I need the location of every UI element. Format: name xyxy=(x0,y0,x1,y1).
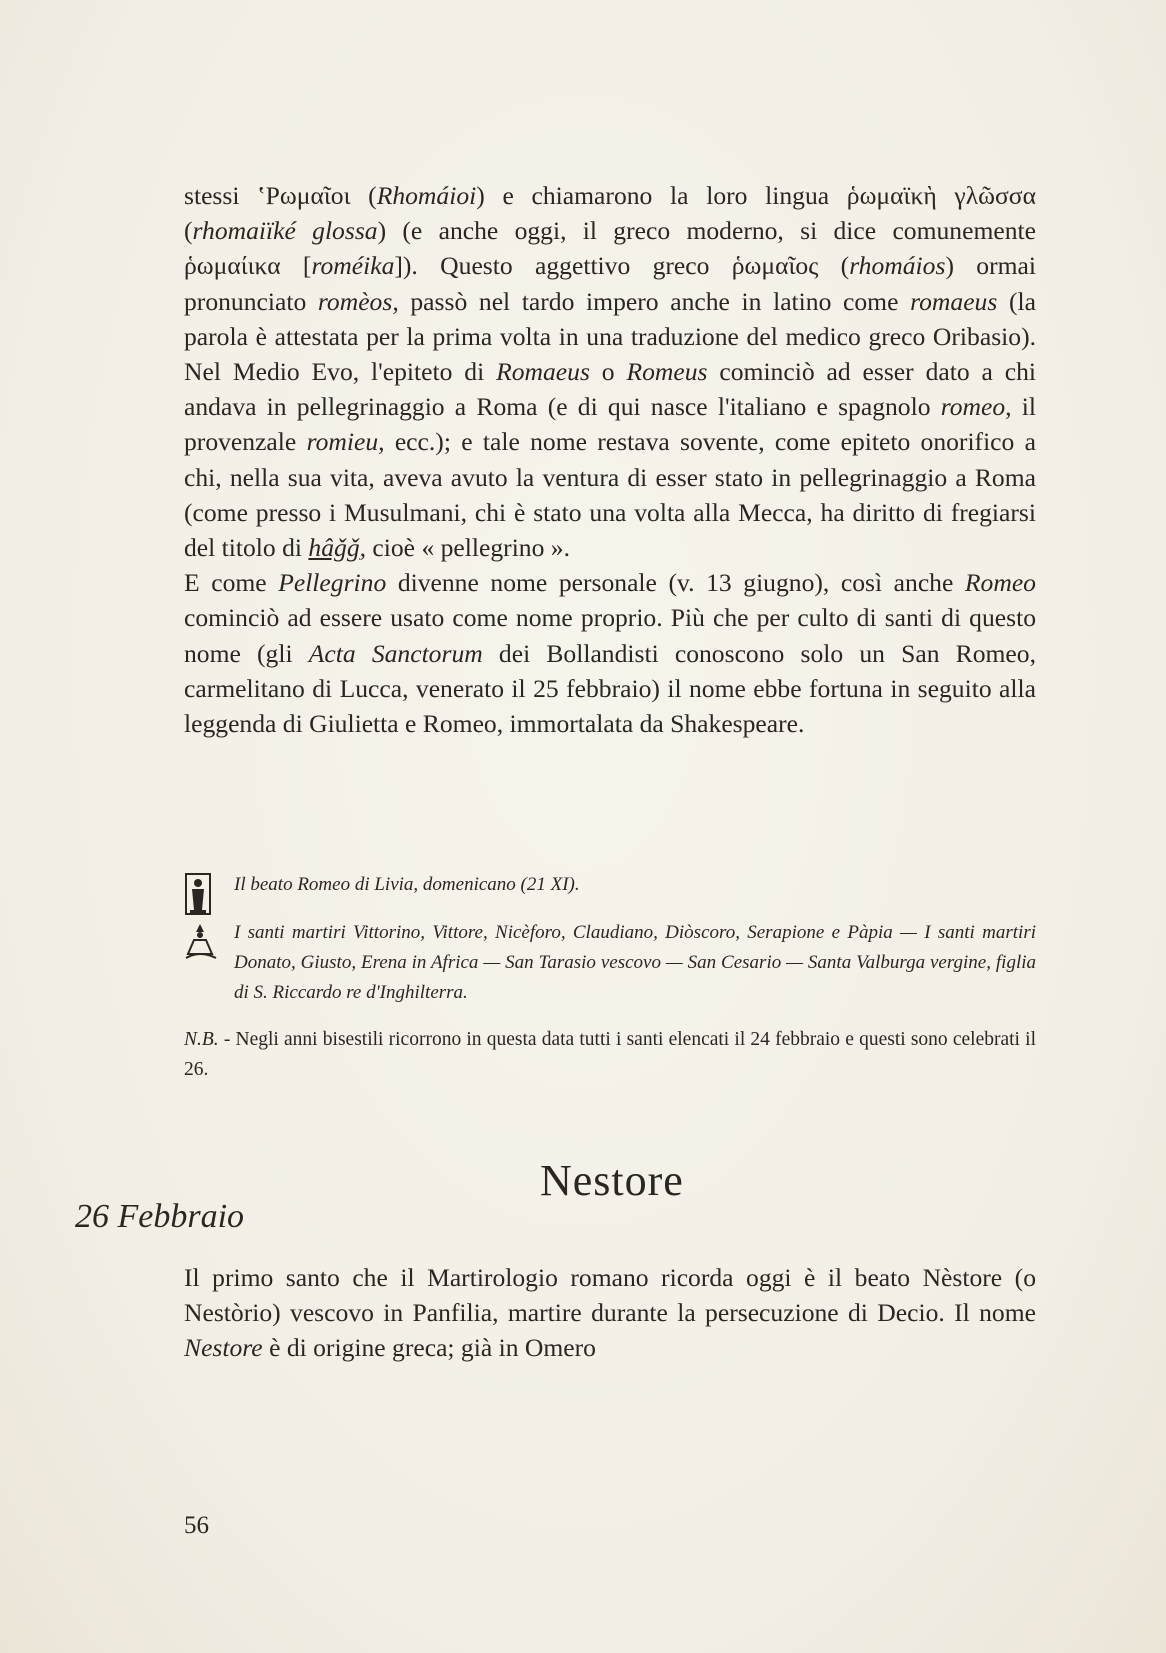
blessed-text: Il beato Romeo di Livia, domenicano (21 XI). xyxy=(234,874,580,895)
paragraph-etymology: stessi ʽΡωμαῖοι (Rhomáioi) e chiamarono la loro lingua ῥωμαϊκὴ γλῶσσα (rhomaiïké glossa) (e anche oggi, il greco moderno, si dice comunemente ῥωμαίικα [roméika]). Questo aggettivo greco ῥωμαῖος (rhomáios) ormai pronunciato romèos, passò nel tardo impero anche in latino come romaeus (la parola è attestata per la prima volta in una traduzione del medico greco Oribasio). Nel Medio Evo, l'epiteto di Romaeus o Romeus cominciò ad esser dato a chi andava in pellegrinaggio a Roma (e di qui nasce l'italiano e spagnolo romeo, il provenzale romieu, ecc.); e tale nome restava sovente, come epiteto onorifico a chi, nella sua vita, aveva avuto la ventura di esser stato in pellegrinaggio a Roma (come presso i Musulmani, chi è stato una volta alla Mecca, ha diritto di fregiarsi del titolo di hâǧǧ, cioè « pellegrino ». xyxy=(184,181,1037,563)
entry-intro: Il primo santo che il Martirologio romano ricorda oggi è il beato Nèstore (o Nestòrio) vescovo in Panfilia, martire durante la persecuzione di Decio. Il nome Nestore è di origine greca; già in Omero xyxy=(184,1263,1036,1363)
page-number: 56 xyxy=(184,1512,209,1539)
martyrs-text: I santi martiri Vittorino, Vittore, Nicèforo, Claudiano, Diòscoro, Serapione e Pàpia — I santi martiri Donato, Giusto, Erena in Africa — San Tarasio vescovo — San Cesario — Santa Valburga vergine, figlia di S. Riccardo re d'Inghilterra. xyxy=(234,922,1036,1003)
note-text: - Negli anni bisestili ricorrono in questa data tutti i santi elencati il 24 febbraio e questi sono celebrati il 26. xyxy=(184,1029,1036,1080)
martyrs-entry xyxy=(184,918,1036,1008)
saints-group-icon xyxy=(184,920,214,964)
entry-date: 26 Febbraio xyxy=(75,1198,245,1235)
blessed-entry xyxy=(184,870,1036,900)
note-label: N.B. xyxy=(184,1029,219,1050)
entry-title: Nestore xyxy=(540,1156,684,1205)
body-text xyxy=(184,178,1036,741)
beato-statue-icon xyxy=(184,872,214,916)
note-block xyxy=(184,1025,1036,1085)
paragraph-romeo: E come Pellegrino divenne nome personale (v. 13 giugno), così anche Romeo cominciò ad essere usato come nome proprio. Più che per culto di santi di questo nome (gli Acta Sanctorum dei Bollandisti conoscono solo un San Romeo, carmelitano di Lucca, venerato il 25 febbraio) il nome ebbe fortuna in seguito alla leggenda di Giulietta e Romeo, immortalata da Shakespeare. xyxy=(184,568,1036,739)
